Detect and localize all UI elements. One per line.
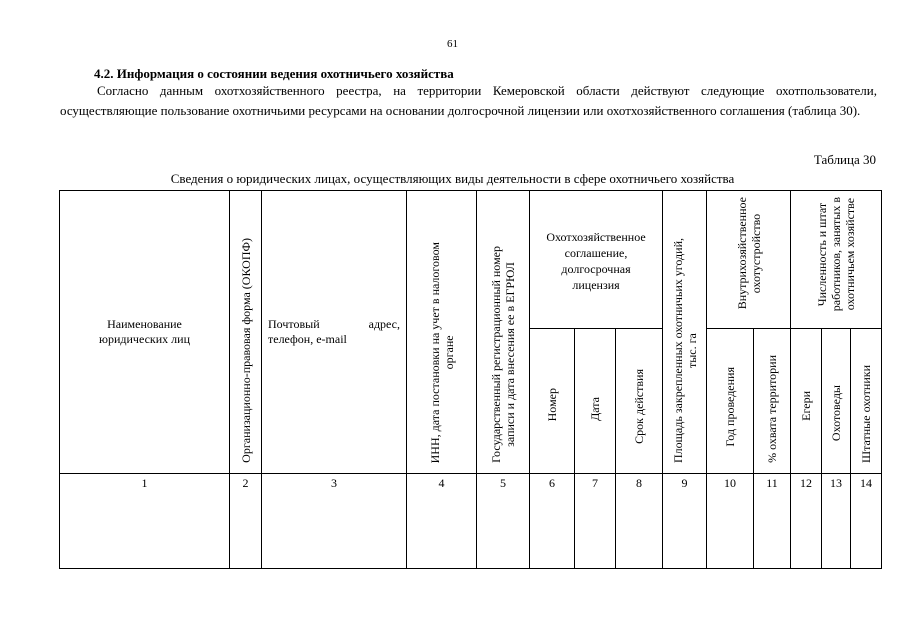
column-number-row xyxy=(60,474,882,569)
header-internal-group xyxy=(707,191,791,329)
column-number: 2 xyxy=(230,474,262,569)
hunting-entities-table xyxy=(59,190,882,569)
header-staff-group xyxy=(791,191,882,329)
header-okopf: Организационно-правовая форма (ОКОПФ) xyxy=(230,191,262,474)
column-number: 6 xyxy=(530,474,575,569)
column-number: 12 xyxy=(791,474,822,569)
column-number: 4 xyxy=(407,474,477,569)
header-address: Почтовый адрес, телефон, e-mail xyxy=(262,191,407,474)
header-name: Наименование юридических лиц xyxy=(60,191,230,474)
header-staff-huntsmen: Егери xyxy=(791,329,822,474)
table-caption: Сведения о юридических лицах, осуществляющих виды деятельности в сфере охотничьего хозяйства xyxy=(170,171,735,186)
header-agreement-number: Номер xyxy=(530,329,575,474)
column-number: 9 xyxy=(663,474,707,569)
column-number: 1 xyxy=(60,474,230,569)
header-inn-text: ИНН, дата постановки на учет в налоговом органе xyxy=(427,241,456,463)
header-ogrn-text: Государственный регистрационный номер записи и дата внесения ее в ЕГРЮЛ xyxy=(489,246,517,463)
column-number: 8 xyxy=(616,474,663,569)
column-number: 10 xyxy=(707,474,754,569)
header-internal-year: Год проведения xyxy=(707,329,754,474)
header-internal-percent: % охвата территории xyxy=(754,329,791,474)
section-heading: 4.2. Информация о состоянии ведения охотничьего хозяйства xyxy=(94,66,454,81)
column-number: 5 xyxy=(477,474,530,569)
page-number: 61 xyxy=(447,38,458,50)
header-ogrn xyxy=(477,191,530,474)
column-number: 3 xyxy=(262,474,407,569)
header-staff-experts: Охотоведы xyxy=(822,329,851,474)
header-agreement-date: Дата xyxy=(575,329,616,474)
table-label: Таблица 30 xyxy=(813,152,876,167)
header-agreement-term: Срок действия xyxy=(616,329,663,474)
column-number: 11 xyxy=(754,474,791,569)
column-number: 13 xyxy=(822,474,851,569)
header-inn xyxy=(407,191,477,474)
header-internal-text: Внутрихозяйственное охотустройство xyxy=(734,197,763,310)
intro-paragraph: Согласно данным охотхозяйственного реестра, на территории Кемеровской области действуют следующие охотпользователи, осуществляющие пользование охотничьими ресурсами на основании долгосрочной лицензии или охотхозяйственного соглашения (таблица 30). xyxy=(60,83,877,118)
header-staff-hunters: Штатные охотники xyxy=(851,329,882,474)
header-area-text: Площадь закрепленных охотничьих угодий, тыс. га xyxy=(670,238,699,463)
header-agreement-group: Охотхозяйственное соглашение, долгосрочная лицензия xyxy=(530,191,663,329)
column-number: 14 xyxy=(851,474,882,569)
header-staff-text: Численность и штат работников, занятых в охотничьем хозяйстве xyxy=(815,197,858,312)
column-number: 7 xyxy=(575,474,616,569)
header-area xyxy=(663,191,707,474)
